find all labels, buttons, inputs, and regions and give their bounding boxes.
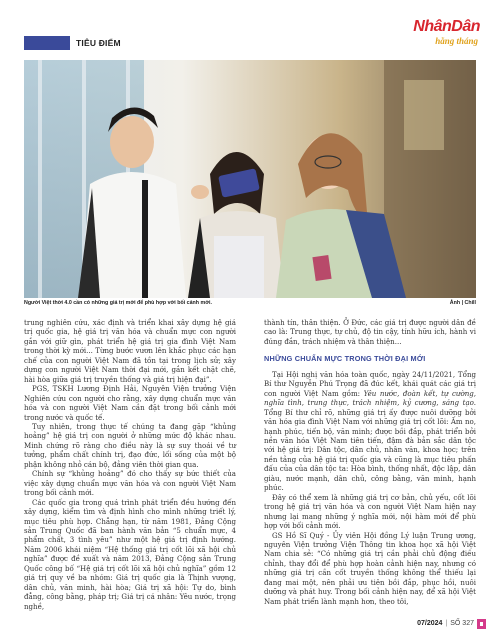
logo-sub-text: hằng tháng <box>435 36 478 46</box>
paragraph <box>264 370 476 493</box>
photo-illustration <box>24 60 476 298</box>
paragraph: Đây có thể xem là những giá trị cơ bản, chủ yếu, cốt lõi trong hệ giá trị văn hóa và con người Việt Nam hiện nay nhưng lại mang những ý nghĩa mới, nội hàm mới để phù hợp với bối cảnh mới. <box>264 492 476 531</box>
paragraph: Các quốc gia trong quá trình phát triển đều hướng đến xây dựng, kiểm tìm và định hình cho mình những triết lý, mục tiêu phù hợp. Chẳng hạn, từ năm 1981, Đảng Cộng sản Trung Quốc đã ban hành văn bản “5 chuẩn mực, 4 phẩm chất, 3 tình yêu” như một hệ giá trị định hướng. Năm 2006 khái niệm “Hệ thống giá trị cốt lõi xã hội chủ nghĩa” được đề xuất và năm 2013, Đảng Cộng sản Trung Quốc công bố “Hệ giá trị cốt lõi xã hội chủ nghĩa” gồm 12 giá trị quy về ba nhóm: Giá trị quốc gia là Thịnh vượng, dân chủ, văn minh, hài hòa; Giá trị xã hội: Tự do, bình đẳng, công bằng, pháp trị; Giá trị cá nhân: Yêu nước, trọng nghề, <box>24 497 236 611</box>
paragraph: GS Hồ Sĩ Quý - Ủy viên Hội đồng Lý luận Trung ương, nguyên Viện trưởng Viện Thông tin khoa học xã hội Việt Nam chia sẻ: “Có những giá trị cần phải chủ động điều chỉnh, thay đổi để phù hợp hoàn cảnh hiện nay, nhưng có những giá trị cần cốt truyền thống không thể thiếu lại đang mai một, nên phải ưu tiên bồi đắp, phục hồi, nuôi dưỡng và phát huy. Trong bối cảnh hiện nay, để xã hội Việt Nam phát triển lành mạnh hơn, theo tôi, <box>264 530 476 606</box>
issue-date: 07/2024 <box>417 620 443 627</box>
paragraph: thành tín, thân thiện. Ở Đức, các giá trị được người dân đề cao là: Trung thực, tự chủ, độ tin cậy, tính hữu ích, hành vi đúng đắn, trách nhiệm và thân thiện... <box>264 318 476 346</box>
footer-separator: | <box>445 620 448 627</box>
page-marker-icon <box>477 619 486 629</box>
page-footer <box>417 618 474 630</box>
paragraph: trung nghiên cứu, xác định và triển khai xây dựng hệ giá trị quốc gia, hệ giá trị văn hóa và chuẩn mực con người gắn với giữ gìn, phát triển hệ giá trị gia đình Việt Nam trong thời kỳ mới... Từng bước vươn lên khắc phục các hạn chế của con người Việt Nam đã tồn tại trong lịch sử; xây dựng con người Việt Nam thời đại mới, gắn kết chặt chẽ, hài hòa giữa giá trị truyền thống và giá trị hiện đại”. <box>24 318 236 384</box>
section-label: TIÊU ĐIỂM <box>76 38 121 48</box>
feature-photo <box>24 60 476 298</box>
article-column-left <box>24 318 236 611</box>
paragraph: PGS, TSKH Lương Định Hải, Nguyên Viện trưởng Viện Nghiên cứu con người cho rằng, xây dựng chuẩn mực văn hóa và con người Việt Nam cần đặt trong bối cảnh mới trong nước và quốc tế. <box>24 384 236 422</box>
paragraph-text: Tổng Bí thư chỉ rõ, những giá trị ấy được nuôi dưỡng bởi văn hóa gia đình Việt Nam với những giá trị cốt lõi: Ấm no, hạnh phúc, tiến bộ, văn minh; được bồi đắp, phát triển bởi nền văn hóa Việt Nam tiên tiến, đậm đà bản sắc dân tộc với hệ giá trị: Dân tộc, dân chủ, nhân văn, khoa học; trên nền tảng của hệ giá trị quốc gia và cũng là mục tiêu phấn đấu của của dân tộc ta: Hòa bình, thống nhất, độc lập, dân giàu, nước mạnh, dân chủ, công bằng, văn minh, hạnh phúc. <box>264 407 476 493</box>
photo-credit: Ảnh | Chill <box>449 300 476 306</box>
paragraph: Tuy nhiên, trong thực tế chúng ta đang gặp “khủng hoảng” hệ giá trị con người ở những mức độ khác nhau. Minh chứng rõ ràng cho điều này là sự suy thoái về tư tưởng, phẩm chất chính trị, đạo đức, lối sống của một bộ phận không nhỏ cán bộ, đảng viên thời gian qua. <box>24 421 236 469</box>
emphasis-text: Yêu nước, đoàn kết, tự cường, nghĩa tình, trung thực, trách nhiệm, kỷ cương, sáng tạo. <box>264 388 476 408</box>
section-heading: NHỮNG CHUẨN MỰC TRONG THỜI ĐẠI MỚI <box>264 354 426 364</box>
paragraph: Chính sự “khủng hoảng” đó cho thấy sự bức thiết của việc xây dựng chuẩn mực văn hóa và con người Việt Nam trong bối cảnh mới. <box>24 469 236 498</box>
newspaper-logo[interactable] <box>390 18 480 54</box>
paragraph-text: Tại Hội nghị văn hóa toàn quốc, ngày 24/11/2021, Tổng Bí thư Nguyễn Phú Trọng đã đúc kết, khái quát các giá trị con người Việt Nam gồm: <box>264 369 476 398</box>
article-column-right <box>264 318 476 606</box>
issue-number: SỐ 327 <box>450 620 474 627</box>
photo-caption: Người Việt thời 4.0 cần có những giá trị mới để phù hợp với bối cảnh mới. <box>24 300 212 306</box>
logo-main-text: NhânDân <box>413 18 480 35</box>
section-accent-bar <box>24 36 70 50</box>
